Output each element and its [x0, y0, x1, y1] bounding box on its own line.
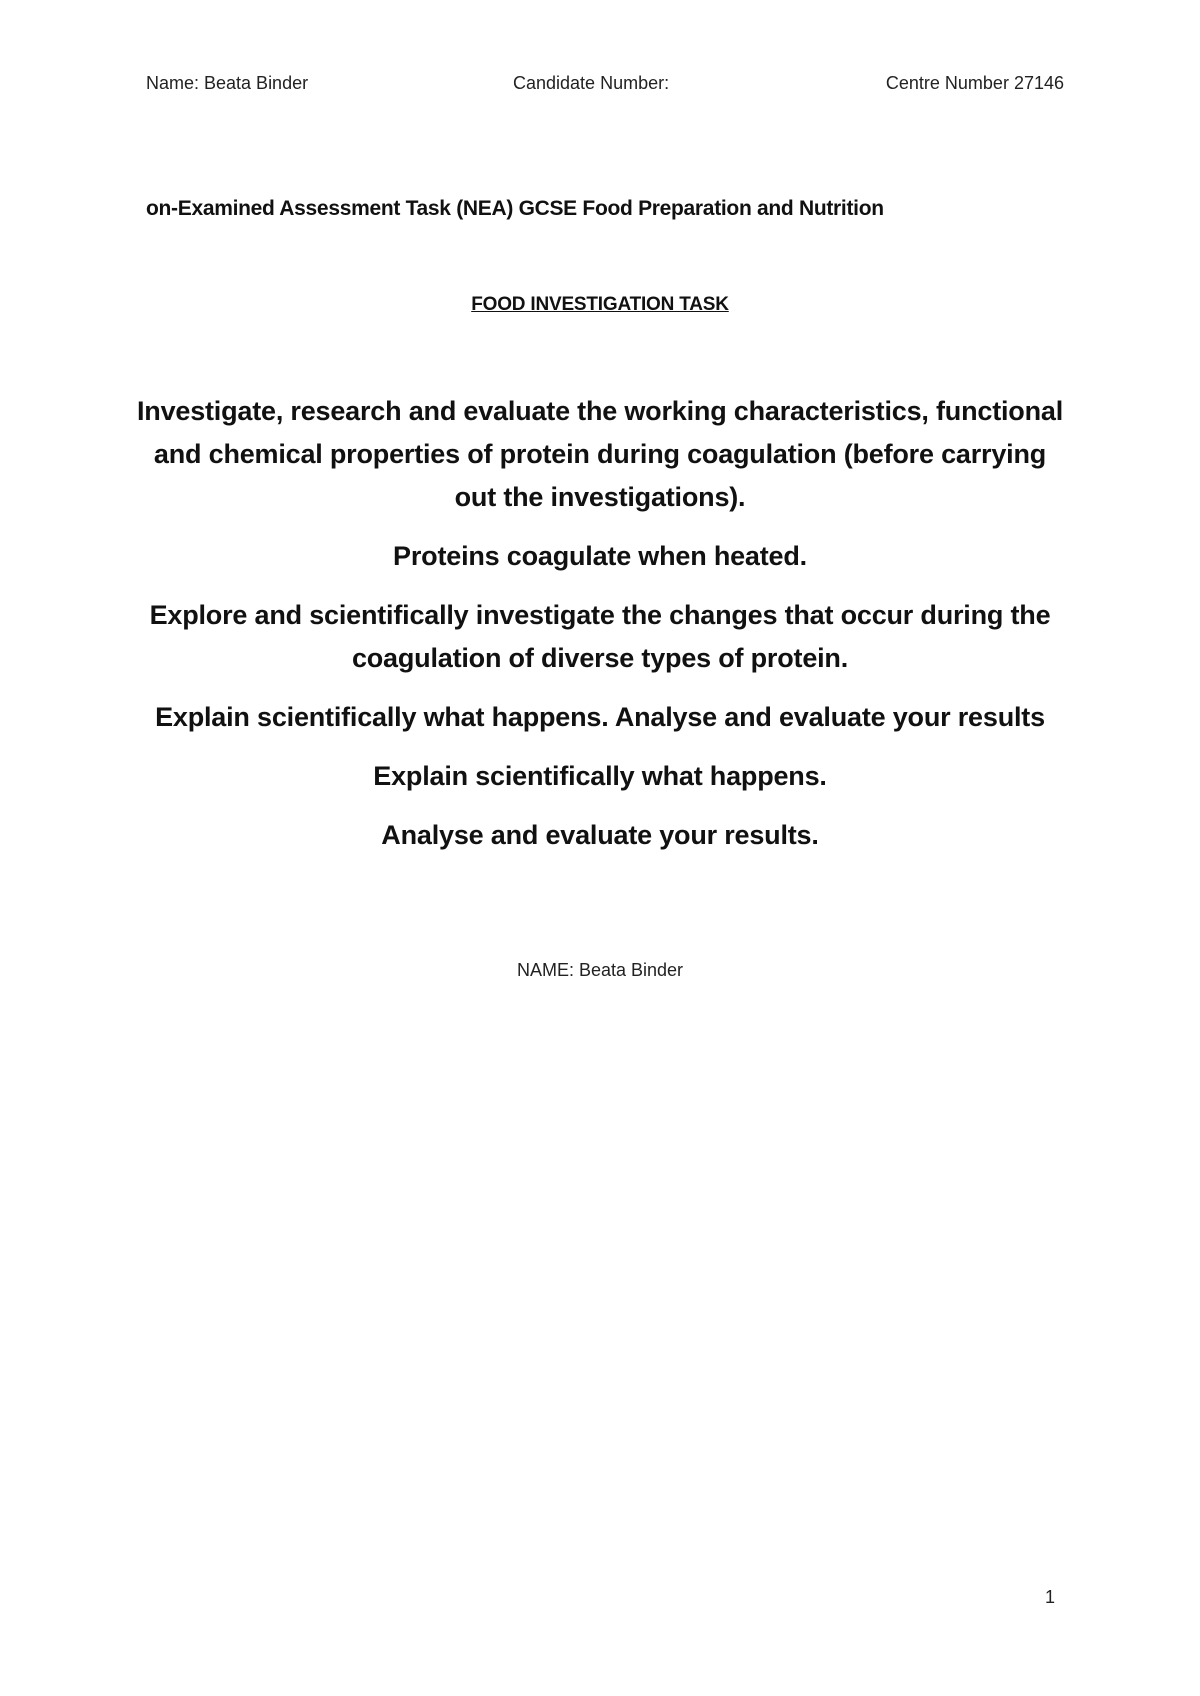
task-paragraph: Explore and scientifically investigate the changes that occur during the coagulation of diverse types of protein.: [149, 600, 1051, 673]
task-paragraph: Explain scientifically what happens.: [373, 761, 827, 791]
task-heading: FOOD INVESTIGATION TASK: [471, 294, 729, 315]
task-paragraph: Investigate, research and evaluate the working characteristics, functional and chemical properties of protein during coagulation (before carrying out the investigations).: [136, 396, 1064, 512]
page-number: 1: [1045, 1587, 1056, 1607]
header-candidate-number: Candidate Number:: [513, 73, 670, 93]
task-paragraph: Proteins coagulate when heated.: [393, 541, 807, 571]
document-title: on-Examined Assessment Task (NEA) GCSE Food Preparation and Nutrition: [146, 197, 884, 220]
student-name: NAME: Beata Binder: [516, 960, 684, 980]
page-header: [146, 73, 1064, 99]
header-name: Name: Beata Binder: [146, 73, 309, 93]
header-centre-number: Centre Number 27146: [885, 73, 1064, 93]
task-paragraph: Explain scientifically what happens. Analyse and evaluate your results: [155, 702, 1045, 732]
task-description: [130, 390, 1070, 873]
task-paragraph: Analyse and evaluate your results.: [381, 820, 819, 850]
